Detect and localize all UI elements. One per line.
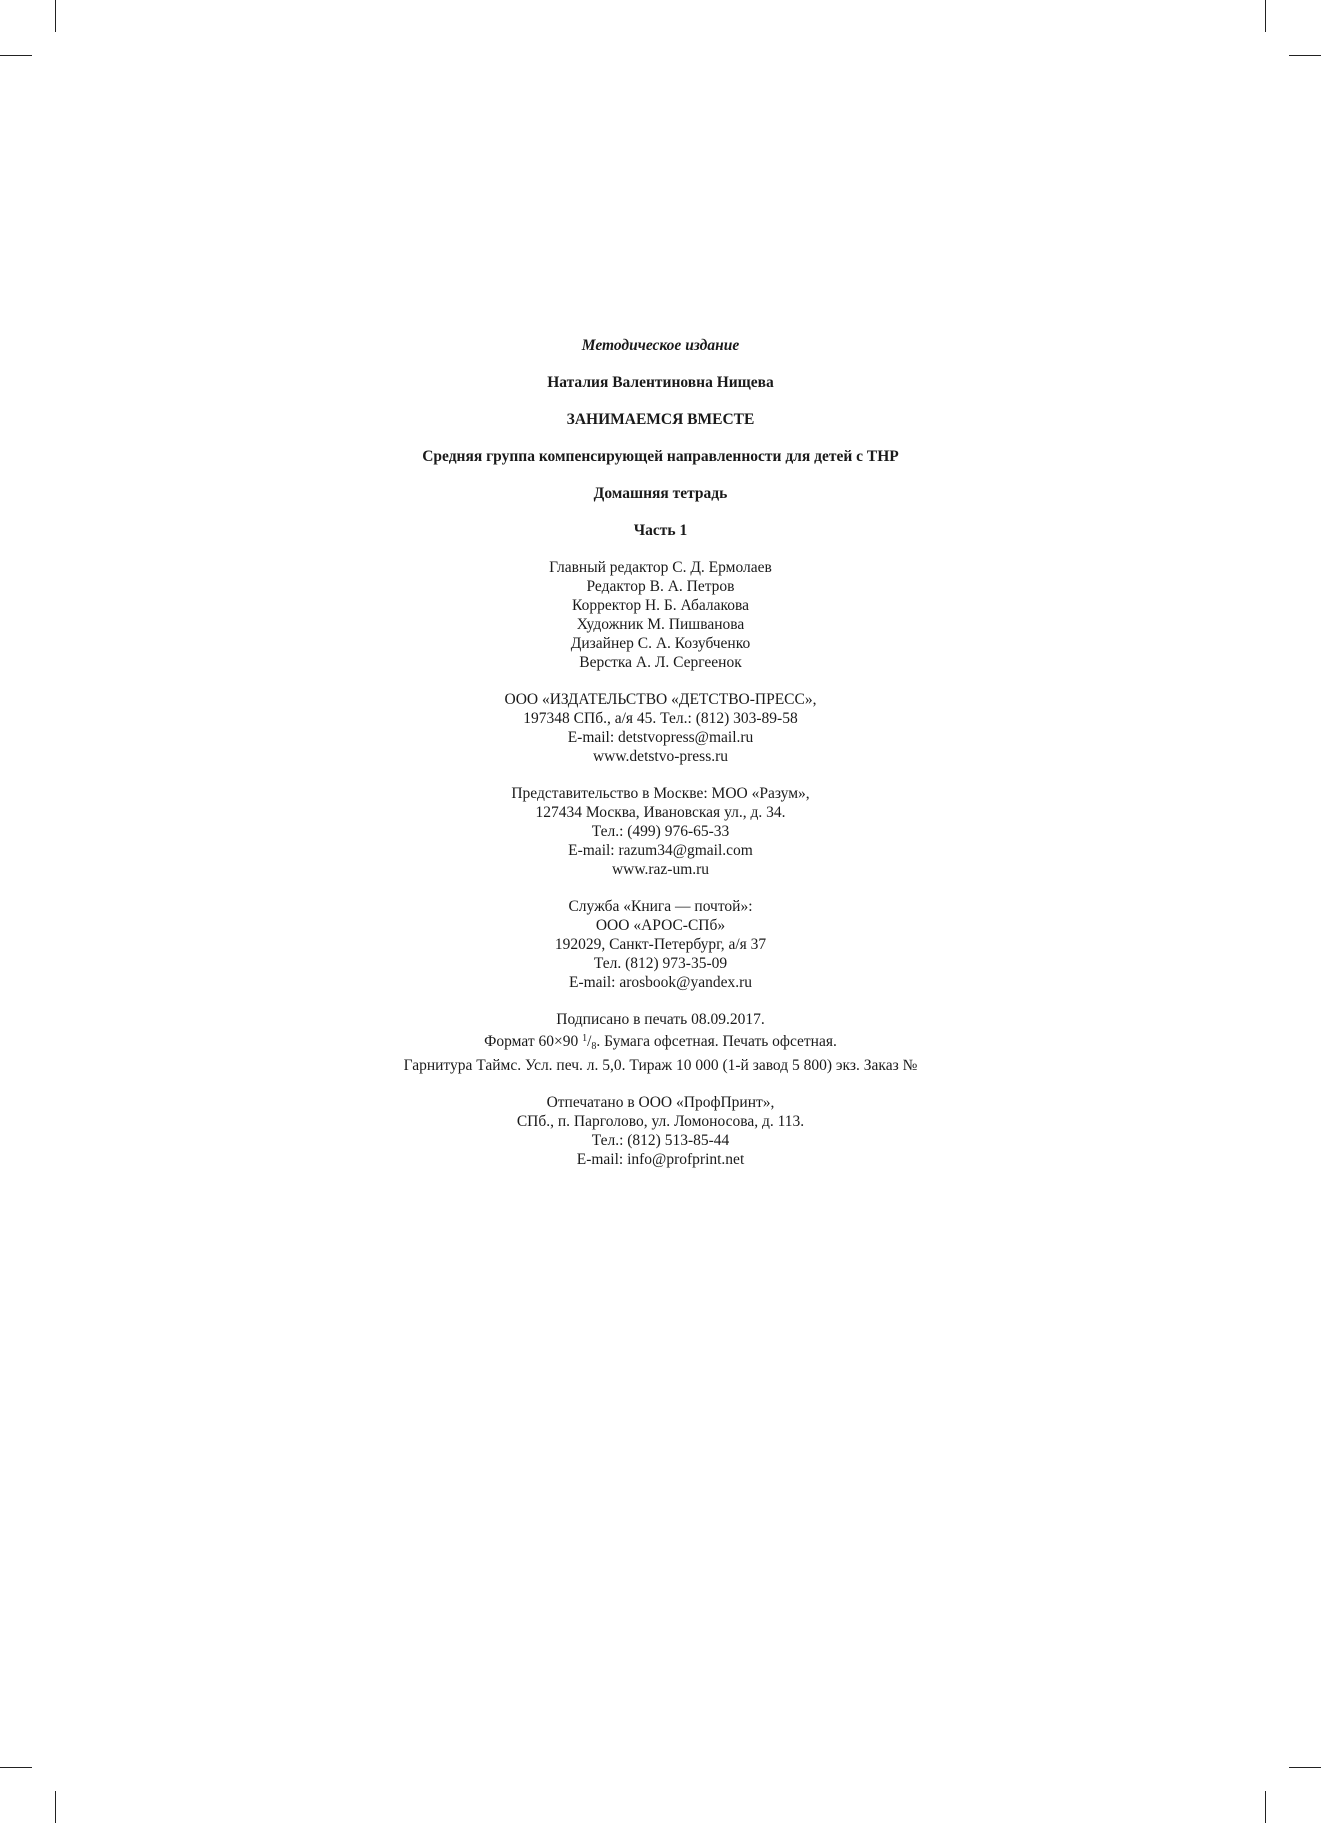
series-type: Методическое издание bbox=[581, 337, 740, 354]
mail-service-email: E-mail: arosbook@yandex.ru bbox=[568, 974, 752, 991]
staff-list bbox=[0, 558, 1321, 672]
print-typeface-circulation: Гарнитура Таймс. Усл. печ. л. 5,0. Тираж 10 000 (1-й завод 5 800) экз. Заказ № bbox=[403, 1057, 918, 1074]
mail-service-company: ООО «АРОС-СПб» bbox=[595, 917, 726, 934]
mail-service-info bbox=[0, 897, 1321, 992]
moscow-office-email: E-mail: razum34@gmail.com bbox=[568, 842, 753, 859]
publisher-info bbox=[0, 690, 1321, 766]
moscow-office-phone: Тел.: (499) 976-65-33 bbox=[591, 823, 730, 840]
print-signed-date: Подписано в печать 08.09.2017. bbox=[556, 1011, 765, 1028]
printer-info bbox=[0, 1093, 1321, 1169]
crop-mark-bottom-right-vertical bbox=[1265, 1791, 1266, 1823]
format-slash: / bbox=[587, 1033, 592, 1050]
moscow-office-info bbox=[0, 784, 1321, 879]
crop-mark-top-left-vertical bbox=[55, 0, 56, 32]
printer-address: СПб., п. Парголово, ул. Ломоносова, д. 113. bbox=[516, 1113, 805, 1130]
author-name: Наталия Валентиновна Нищева bbox=[547, 374, 774, 391]
moscow-office-website: www.raz-um.ru bbox=[611, 861, 710, 878]
book-subtitle: Средняя группа компенсирующей направленности для детей с ТНР bbox=[422, 448, 899, 465]
moscow-office-name: Представительство в Москве: МОО «Разум», bbox=[511, 785, 810, 802]
book-part: Часть 1 bbox=[633, 522, 688, 539]
staff-chief-editor: Главный редактор С. Д. Ермолаев bbox=[549, 559, 772, 576]
imprint-block bbox=[0, 336, 1321, 1169]
format-suffix: . Бумага офсетная. Печать офсетная. bbox=[596, 1033, 837, 1050]
printer-phone: Тел.: (812) 513-85-44 bbox=[591, 1132, 730, 1149]
printer-name: Отпечатано в ООО «ПрофПринт», bbox=[546, 1094, 775, 1111]
crop-mark-bottom-right-horizontal bbox=[1289, 1767, 1321, 1768]
staff-artist: Художник М. Пишванова bbox=[576, 616, 745, 633]
book-title: ЗАНИМАЕМСЯ ВМЕСТЕ bbox=[566, 411, 755, 428]
printer-email: E-mail: info@profprint.net bbox=[576, 1151, 745, 1168]
staff-editor: Редактор В. А. Петров bbox=[586, 578, 735, 595]
staff-designer: Дизайнер С. А. Козубченко bbox=[570, 635, 751, 652]
print-info bbox=[0, 1010, 1321, 1075]
mail-service-address: 192029, Санкт-Петербург, а/я 37 bbox=[554, 936, 767, 953]
staff-proofreader: Корректор Н. Б. Абалакова bbox=[572, 597, 749, 614]
print-format bbox=[0, 1029, 1321, 1056]
book-type: Домашняя тетрадь bbox=[593, 485, 728, 502]
moscow-office-address: 127434 Москва, Ивановская ул., д. 34. bbox=[535, 804, 786, 821]
crop-mark-top-left-horizontal bbox=[0, 55, 32, 56]
format-prefix: Формат 60×90 bbox=[484, 1033, 583, 1050]
mail-service-title: Служба «Книга — почтой»: bbox=[568, 898, 753, 915]
publisher-website: www.detstvo-press.ru bbox=[592, 748, 729, 765]
crop-mark-bottom-left-horizontal bbox=[0, 1767, 32, 1768]
publisher-email: E-mail: detstvopress@mail.ru bbox=[567, 729, 754, 746]
crop-mark-top-right-vertical bbox=[1265, 0, 1266, 32]
format-numerator: 1 bbox=[582, 1033, 588, 1044]
crop-mark-bottom-left-vertical bbox=[55, 1791, 56, 1823]
format-denominator: 8 bbox=[591, 1041, 597, 1052]
staff-layout: Верстка А. Л. Сергеенок bbox=[579, 654, 742, 671]
mail-service-phone: Тел. (812) 973-35-09 bbox=[593, 955, 728, 972]
publisher-name: ООО «ИЗДАТЕЛЬСТВО «ДЕТСТВО-ПРЕСС», bbox=[504, 691, 817, 708]
publisher-address: 197348 СПб., а/я 45. Тел.: (812) 303-89-58 bbox=[523, 710, 798, 727]
crop-mark-top-right-horizontal bbox=[1289, 55, 1321, 56]
